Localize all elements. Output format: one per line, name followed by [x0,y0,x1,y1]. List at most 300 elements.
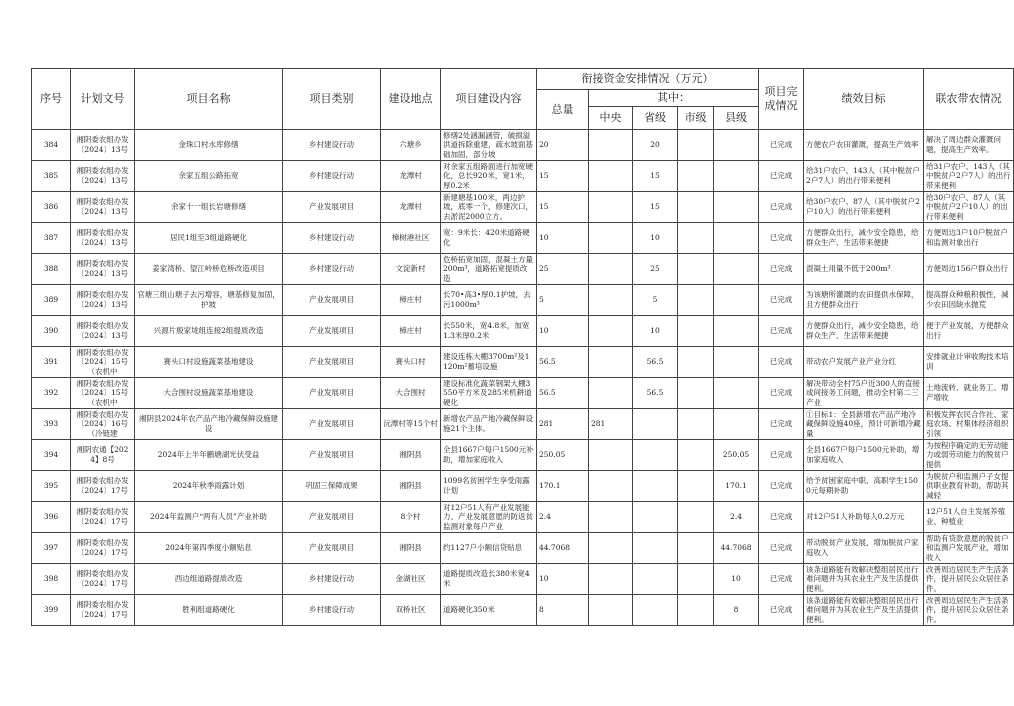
header-city: 市级 [678,107,714,130]
cell-name-text: 金珠口村水库修缮 [178,140,239,150]
cell-doc [71,347,135,378]
cell-county [714,285,759,316]
cell-category-text: 产业发展项目 [309,388,354,398]
cell-total-text: 5 [539,295,544,305]
cell-goal [804,564,924,595]
cell-location-text: 六塘乡 [399,140,422,150]
cell-category [283,223,381,254]
cell-provincial [633,378,678,409]
cell-doc-text: 湘阴委农组办发〔2024〕13号 [76,228,129,247]
cell-seq-text: 388 [43,264,59,274]
cell-seq-text: 386 [43,202,59,212]
cell-goal-text: 方便群众出行，减少安全隐患，给群众生产、生活带来便捷 [806,321,919,340]
cell-content [441,223,537,254]
cell-seq [32,285,71,316]
table-row [32,285,1014,316]
cell-name-text: 赛头口村设施蔬菜基地建设 [163,357,254,367]
cell-city [678,347,714,378]
cell-goal [804,595,924,626]
cell-county-text: 10 [731,574,741,584]
cell-provincial [633,161,678,192]
cell-total [537,223,589,254]
cell-content-text: 宽：9米长：420米道路硬化 [443,228,530,247]
cell-linkage [924,347,1014,378]
table-row [32,130,1014,161]
cell-location-text: 大合围村 [395,388,426,398]
cell-doc-text: 湘阴委农组办发〔2024〕17号 [76,476,129,495]
cell-doc [71,378,135,409]
cell-city [678,192,714,223]
cell-name-text: 2024年监测户“两有人员”产业补助 [150,512,267,522]
cell-completion-text: 已完成 [769,140,793,150]
cell-doc [71,130,135,161]
cell-completion [759,533,804,564]
cell-location [381,533,441,564]
table-row [32,595,1014,626]
header-total: 总量 [537,90,589,130]
cell-doc-text: 湘阴委农组办发〔2024〕13号 [76,290,129,309]
cell-name-text: 姜家湾桥、望江岭桥危桥改造项目 [152,264,265,274]
cell-category [283,440,381,471]
cell-name-text: 2024年第四季度小额贴息 [165,543,252,553]
cell-central [589,471,633,502]
cell-county [714,316,759,347]
cell-total [537,440,589,471]
cell-name-text: 居民1组至3组道路硬化 [169,233,248,243]
cell-goal [804,378,924,409]
cell-content [441,192,537,223]
table-row [32,316,1014,347]
cell-category [283,130,381,161]
cell-city [678,533,714,564]
cell-location [381,471,441,502]
cell-content [441,130,537,161]
cell-provincial-text: 56.5 [646,388,664,398]
cell-goal-text: 该条道路能有效解决整组居民出行难问题并为其农业生产及生活提供便利。 [806,564,919,593]
header-content: 项目建设内容 [441,69,537,130]
cell-provincial [633,471,678,502]
cell-central [589,285,633,316]
cell-linkage-text: 给30户农户、87人（其中脱贫户2户10人）的出行带来便利 [926,192,1008,221]
cell-goal [804,471,924,502]
cell-category-text: 乡村建设行动 [309,171,354,181]
cell-category-text: 巩固三保障成果 [305,481,358,491]
cell-completion-text: 已完成 [769,419,793,429]
cell-total-text: 170.1 [539,481,561,491]
cell-location [381,502,441,533]
cell-linkage [924,130,1014,161]
cell-completion [759,347,804,378]
cell-seq [32,533,71,564]
header-linkage: 联农带农情况 [924,69,1014,130]
cell-doc-text: 湘阴委农组办发〔2024〕17号 [76,600,129,619]
header-funding-group: 衔接资金安排情况（万元） [537,69,759,90]
header-county: 县级 [714,107,759,130]
cell-total-text: 44.7068 [539,543,571,553]
cell-total-text: 8 [539,605,544,615]
cell-county [714,409,759,440]
cell-total-text: 15 [539,171,549,181]
cell-linkage-text: 解决了周边群众灌溉问题，提高生产效率。 [926,135,1002,154]
cell-central [589,223,633,254]
cell-total [537,161,589,192]
cell-goal [804,316,924,347]
cell-goal-text: 对12户51人补助每人0.2万元 [806,512,905,522]
cell-provincial [633,192,678,223]
cell-city [678,564,714,595]
cell-goal [804,130,924,161]
cell-category [283,564,381,595]
cell-total-text: 2.4 [539,512,551,522]
cell-linkage-text: 土地流转、就业务工、增产增收 [926,383,1009,402]
cell-category-text: 产业发展项目 [309,357,354,367]
cell-total [537,285,589,316]
cell-linkage [924,409,1014,440]
cell-completion [759,130,804,161]
cell-content-text: 约1127户小额信贷贴息 [443,543,523,553]
cell-seq [32,130,71,161]
cell-county [714,347,759,378]
cell-doc-text: 湘阴委农组办发〔2024〕17号 [76,538,129,557]
cell-goal [804,440,924,471]
cell-doc [71,223,135,254]
cell-seq [32,161,71,192]
cell-content [441,595,537,626]
cell-seq-text: 385 [43,171,59,181]
cell-total [537,254,589,285]
cell-county [714,130,759,161]
cell-category [283,409,381,440]
cell-provincial-text: 20 [650,140,660,150]
cell-name [135,316,283,347]
cell-location [381,316,441,347]
cell-seq-text: 391 [43,357,59,367]
cell-category [283,595,381,626]
cell-linkage [924,316,1014,347]
cell-provincial-text: 56.5 [646,357,664,367]
cell-completion [759,502,804,533]
cell-seq [32,378,71,409]
cell-total [537,471,589,502]
cell-provincial [633,347,678,378]
cell-provincial [633,564,678,595]
table-row [32,471,1014,502]
cell-county [714,192,759,223]
project-table [31,68,1014,626]
cell-completion-text: 已完成 [769,295,793,305]
cell-central [589,409,633,440]
cell-goal-text: 带动脱贫产业发展，增加脱贫户家庭收入 [806,538,919,557]
cell-location-text: 8个村 [400,512,421,522]
cell-central [589,192,633,223]
cell-provincial-text: 10 [650,326,660,336]
cell-content [441,161,537,192]
cell-location [381,161,441,192]
cell-linkage-text: 积极发挥农民合作社、家庭农场、村集体经济组织引领 [926,409,1009,438]
cell-linkage [924,502,1014,533]
table-row [32,378,1014,409]
cell-seq [32,223,71,254]
header-completion: 项目完成情况 [759,69,804,130]
cell-central-text: 281 [591,419,606,429]
cell-content-text: 新增农产品产地冷藏保鲜设施21个主体。 [443,414,533,433]
cell-seq [32,192,71,223]
cell-goal-text: 方便群众出行，减少安全隐患，给群众生产、生活带来便捷 [806,228,919,247]
cell-location [381,347,441,378]
cell-seq-text: 384 [43,140,59,150]
cell-provincial-text: 15 [650,202,660,212]
cell-provincial [633,254,678,285]
cell-county-text: 44.7068 [720,543,752,553]
cell-content-text: 全县1667户每户1500元补助，增加家庭收入 [443,445,534,464]
cell-county [714,533,759,564]
cell-goal [804,192,924,223]
cell-category-text: 产业发展项目 [309,543,354,553]
cell-city [678,285,714,316]
cell-seq-text: 397 [43,543,59,553]
cell-location [381,440,441,471]
header-doc: 计划文号 [71,69,135,130]
cell-total-text: 250.05 [539,450,566,460]
cell-category-text: 乡村建设行动 [309,574,354,584]
cell-seq [32,316,71,347]
cell-goal [804,161,924,192]
cell-seq [32,254,71,285]
cell-doc-text: 湘阴农通【2024】8号 [76,445,129,464]
table-body [32,130,1014,626]
table-row [32,533,1014,564]
cell-completion [759,440,804,471]
cell-linkage [924,161,1014,192]
cell-provincial-text: 15 [650,171,660,181]
cell-category-text: 产业发展项目 [309,202,354,212]
cell-completion-text: 已完成 [769,326,793,336]
cell-content-text: 道路硬化350米 [443,605,495,615]
header-name: 项目名称 [135,69,283,130]
cell-city [678,440,714,471]
cell-linkage-text: 12户51人自主发展养殖业、种植业 [926,507,1006,526]
cell-name-text: 湘阴县2024年农产品产地冷藏保鲜设施建设 [138,414,279,433]
cell-name [135,130,283,161]
cell-content [441,316,537,347]
cell-linkage [924,378,1014,409]
cell-total [537,409,589,440]
cell-doc-text: 湘阴委农组办发〔2024〕17号 [76,569,129,588]
cell-name-text: 大合围村设施蔬菜基地建设 [163,388,254,398]
cell-name [135,564,283,595]
cell-name [135,502,283,533]
header-provincial: 省级 [633,107,678,130]
cell-goal [804,347,924,378]
cell-central [589,533,633,564]
cell-completion [759,254,804,285]
table-row [32,192,1014,223]
cell-content [441,471,537,502]
cell-location [381,223,441,254]
cell-total-text: 20 [539,140,549,150]
cell-doc [71,316,135,347]
cell-seq-text: 389 [43,295,59,305]
header-central: 中央 [589,107,633,130]
cell-total [537,130,589,161]
cell-county [714,440,759,471]
cell-goal [804,254,924,285]
table-row [32,347,1014,378]
cell-goal-text: 为该塘所灌溉的农田提供水保障，且方便群众出行 [806,290,919,309]
cell-linkage [924,223,1014,254]
cell-doc-text: 湘阴委农组办发〔2024〕13号 [76,259,129,278]
cell-content [441,378,537,409]
header-among: 其中： [589,90,759,107]
cell-county-text: 170.1 [725,481,747,491]
cell-location [381,254,441,285]
cell-content-text: 危桥拓宽加固，混凝土方量200m³，道路拓宽提质改造 [443,254,533,283]
cell-goal-text: 方便农户农田灌溉，提高生产效率 [806,140,919,150]
cell-doc [71,502,135,533]
cell-doc [71,409,135,440]
cell-goal [804,502,924,533]
cell-linkage [924,192,1014,223]
cell-seq [32,502,71,533]
cell-doc [71,564,135,595]
cell-name [135,285,283,316]
cell-content-text: 新建塘基100米，两边护坡，底零一个，修建次口，去淤泥2000立方。 [443,192,533,221]
cell-total [537,595,589,626]
cell-category-text: 产业发展项目 [309,450,354,460]
cell-goal [804,285,924,316]
cell-linkage [924,533,1014,564]
cell-central [589,130,633,161]
cell-name-text: 兴源片殷家垅组连接2组提质改造 [153,326,264,336]
cell-category-text: 乡村建设行动 [309,264,354,274]
cell-name [135,378,283,409]
cell-category-text: 产业发展项目 [309,295,354,305]
cell-linkage [924,564,1014,595]
cell-seq-text: 392 [43,388,59,398]
cell-goal-text: 带动农户发展产业产业分红 [806,357,897,367]
cell-linkage [924,254,1014,285]
cell-doc [71,192,135,223]
cell-location-text: 金湖社区 [395,574,426,584]
cell-content-text: 长70•高3•厚0.1护坡，去污1000m³ [443,290,531,309]
cell-completion-text: 已完成 [769,171,793,181]
cell-content [441,285,537,316]
cell-category [283,285,381,316]
cell-provincial [633,285,678,316]
cell-total-text: 10 [539,326,549,336]
cell-provincial [633,130,678,161]
cell-category-text: 乡村建设行动 [309,605,354,615]
cell-total-text: 25 [539,264,549,274]
cell-linkage-text: 为按程序确定的无劳动能力或弱劳动能力的脱贫户提供 [926,440,1009,469]
cell-seq-text: 394 [43,450,59,460]
cell-county [714,564,759,595]
cell-linkage-text: 改善周边居民生产生活条件，提升居民公众居住条件。 [926,595,1009,624]
cell-doc [71,533,135,564]
cell-doc-text: 湘阴委农组办发〔2024〕17号 [76,507,129,526]
cell-doc-text: 湘阴委农组办发〔2024〕15号（农机中 [76,347,129,376]
cell-central [589,564,633,595]
cell-completion-text: 已完成 [769,512,793,522]
table-row [32,223,1014,254]
cell-category [283,254,381,285]
cell-name [135,471,283,502]
cell-linkage [924,440,1014,471]
cell-location [381,378,441,409]
cell-name [135,533,283,564]
cell-name-text: 余家十一组长岩塘修缮 [171,202,246,212]
cell-central [589,316,633,347]
cell-central [589,595,633,626]
cell-seq-text: 393 [43,419,59,429]
cell-completion-text: 已完成 [769,388,793,398]
cell-content-text: 建设连栋大棚3700m²及1120m²蓄培设施 [443,352,530,371]
cell-county [714,254,759,285]
cell-completion-text: 已完成 [769,202,793,212]
cell-doc [71,471,135,502]
cell-category [283,161,381,192]
cell-seq-text: 395 [43,481,59,491]
cell-linkage-text: 安排就业计审收购技术培训 [926,352,1009,371]
cell-name-text: 2024年秋季雨露计划 [172,481,245,491]
cell-doc [71,595,135,626]
cell-completion [759,595,804,626]
cell-total-text: 56.5 [539,357,556,367]
cell-doc-text: 湘阴委农组办发〔2024〕13号 [76,135,129,154]
cell-city [678,316,714,347]
cell-seq-text: 387 [43,233,59,243]
cell-doc [71,440,135,471]
cell-total-text: 56.5 [539,388,556,398]
cell-doc-text: 湘阴委农组办发〔2024〕13号 [76,197,129,216]
cell-content [441,502,537,533]
cell-category [283,192,381,223]
cell-category-text: 产业发展项目 [309,419,354,429]
cell-total [537,316,589,347]
cell-location-text: 湘阴县 [399,450,422,460]
cell-location [381,192,441,223]
cell-city [678,161,714,192]
cell-seq-text: 396 [43,512,59,522]
table-row [32,440,1014,471]
cell-content [441,254,537,285]
cell-provincial [633,533,678,564]
cell-location-text: 樟庄村 [399,326,422,336]
table-row [32,564,1014,595]
cell-location [381,564,441,595]
cell-goal-text: 给31户农户、143人（其中脱贫户2户7人）的出行带来便利 [806,166,920,185]
cell-provincial [633,595,678,626]
cell-completion [759,564,804,595]
header-category: 项目类别 [283,69,381,130]
cell-provincial-text: 5 [652,295,658,305]
cell-total [537,502,589,533]
cell-seq-text: 399 [43,605,59,615]
cell-total-text: 281 [539,419,554,429]
cell-city [678,409,714,440]
cell-name [135,223,283,254]
cell-completion [759,378,804,409]
cell-seq [32,564,71,595]
cell-total [537,564,589,595]
cell-category [283,378,381,409]
cell-category-text: 产业发展项目 [309,512,354,522]
cell-county [714,595,759,626]
cell-category [283,502,381,533]
cell-completion [759,161,804,192]
cell-location [381,285,441,316]
cell-linkage-text: 为脱贫户和监测户子女提供职业教育补助，帮助其减轻 [926,471,1009,500]
